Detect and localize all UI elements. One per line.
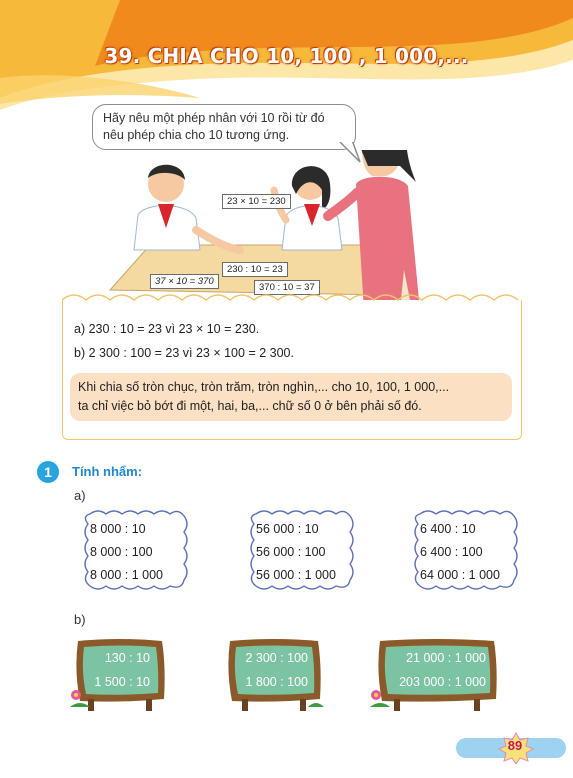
card-divide-230: 230 : 10 = 23 xyxy=(222,262,288,277)
cloud-1-row-1: 8 000 : 10 xyxy=(90,522,146,536)
board-1-row-1: 130 : 10 xyxy=(104,651,150,665)
cloud-group-2 xyxy=(248,508,356,592)
cloud-3-row-3: 64 000 : 1 000 xyxy=(420,568,500,582)
cloud-group-3 xyxy=(412,508,520,592)
board-2-row-1: 2 300 : 100 xyxy=(245,651,308,665)
example-a: a) 230 : 10 = 23 vì 23 × 10 = 230. xyxy=(74,322,260,336)
board-3-row-2: 203 000 : 1 000 xyxy=(399,675,486,689)
example-b: b) 2 300 : 100 = 23 vì 23 × 100 = 2 300. xyxy=(74,346,294,360)
exercise-number-badge: 1 xyxy=(37,461,59,483)
cloud-2-row-2: 56 000 : 100 xyxy=(256,545,326,559)
cloud-1-row-2: 8 000 : 100 xyxy=(90,545,153,559)
part-a-label: a) xyxy=(74,488,86,503)
card-multiply-23: 23 × 10 = 230 xyxy=(222,194,291,209)
rule-line-1: Khi chia số tròn chục, tròn trăm, tròn nghìn,... cho 10, 100, 1 000,... xyxy=(78,380,450,394)
cloud-3-row-1: 6 400 : 10 xyxy=(420,522,476,536)
cloud-2-row-3: 56 000 : 1 000 xyxy=(256,568,336,582)
cloud-1-row-3: 8 000 : 1 000 xyxy=(90,568,163,582)
cloud-3-row-2: 6 400 : 100 xyxy=(420,545,483,559)
board-1 xyxy=(70,637,170,713)
cloud-2-row-1: 56 000 : 10 xyxy=(256,522,319,536)
card-multiply-37: 37 × 10 = 370 xyxy=(150,274,219,289)
board-3 xyxy=(370,637,500,713)
speech-line-2: nêu phép chia cho 10 tương ứng. xyxy=(103,128,290,142)
board-3-row-1: 21 000 : 1 000 xyxy=(406,651,486,665)
box-scalloped-top xyxy=(62,290,522,304)
classroom-illustration xyxy=(100,150,460,310)
lesson-title: 39. CHIA CHO 10, 100 , 1 000,... xyxy=(104,44,469,68)
page-number: 89 xyxy=(507,738,523,753)
speech-line-1: Hãy nêu một phép nhân với 10 rồi từ đó xyxy=(103,111,325,125)
card-divide-370: 370 : 10 = 37 xyxy=(254,280,320,295)
board-2-row-2: 1 800 : 100 xyxy=(245,675,308,689)
part-b-label: b) xyxy=(74,612,86,627)
board-2 xyxy=(224,637,324,713)
speech-bubble xyxy=(92,104,356,150)
rule-note xyxy=(70,373,512,421)
cloud-group-1 xyxy=(82,508,190,592)
board-1-row-2: 1 500 : 10 xyxy=(94,675,150,689)
exercise-title: Tính nhẩm: xyxy=(72,464,143,479)
rule-line-2: ta chỉ việc bỏ bớt đi một, hai, ba,... chữ số 0 ở bên phải số đó. xyxy=(78,399,422,413)
